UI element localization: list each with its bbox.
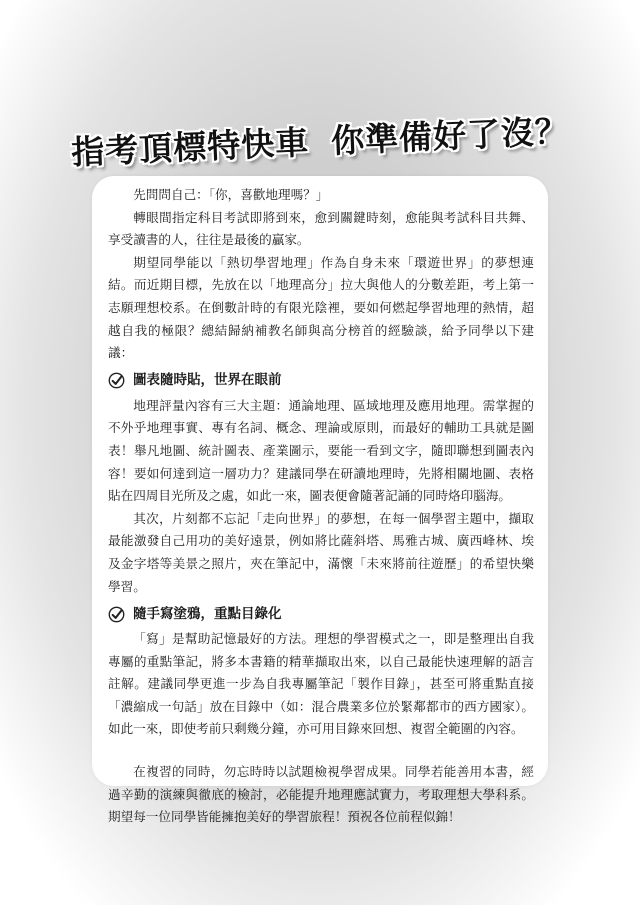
intro-paragraph-1: 轉眼間指定科目考試即將到來，愈到關鍵時刻，愈能與考試科目共舞、享受讀書的人，往往是最後的贏家。 [108,209,534,248]
section1-paragraph-1: 地理評量內容有三大主題：通論地理、區域地理及應用地理。需掌握的不外乎地理事實、專有名詞、概念、理論或原則，而最好的輔助工具就是圖表！舉凡地圖、統計圖表、產業圖示，要能一看到文字，隨即聯想到圖表內容！要如何達到這一層功力？建議同學在研讀地理時，先將相關地圖、表格貼在四周目光所及之處，如此一來，圖表便會隨著記誦的同時烙印腦海。 [108,397,534,504]
article-body [108,184,534,829]
section-heading-notes [108,602,534,626]
title-part-1: 指考頂標特快車 [70,122,310,172]
checkmark-circle-icon [108,606,125,623]
section2-paragraph-1: 「寫」是幫助記憶最好的方法。理想的學習模式之一，即是整理出自我專屬的重點筆記，將多本書籍的精華擷取出來，以自己最能快速理解的語言註解。建議同學更進一步為自我專屬筆記「製作目錄」，甚至可將重點直接「濃縮成一句話」放在目錄中（如：混合農業多位於緊鄰都市的西方國家）。如此一來，即使考前只剩幾分鐘，亦可用目錄來回想、複習全範圍的內容。 [108,631,534,737]
intro-paragraph-2: 期望同學能以「熱切學習地理」作為自身未來「環遊世界」的夢想連結。而近期目標，先放在以「地理高分」拉大與他人的分數差距，考上第一志願理想校系。在倒數計時的有限光陰裡，要如何燃起學習地理的熱情，超越自我的極限？總結歸納補教名師與高分榜首的經驗談，給予同學以下建議： [108,254,534,361]
checkmark-circle-icon [108,372,125,389]
section-heading-text: 圖表隨時貼，世界在眼前 [133,372,282,389]
title-part-2: 你準備好了沒？ [330,111,570,161]
closing-paragraph: 在複習的同時，勿忘時時以試題檢視學習成果。同學若能善用本書，經過辛勤的演練與徹底的檢討，必能提升地理應試實力，考取理想大學科系。期望每一位同學皆能擁抱美好的學習旅程！預祝各位前程似錦！ [108,764,534,825]
section1-paragraph-2: 其次，片刻都不忘記「走向世界」的夢想，在每一個學習主題中，擷取最能激發自己用功的美好遠景，例如將比薩斜塔、馬雅古城、廣西峰林、埃及金字塔等美景之照片，夾在筆記中，滿懷「未來將前往遊歷」的希望快樂學習。 [108,510,534,594]
section-heading-charts [108,369,534,393]
intro-question: 先問問自己：「你，喜歡地理嗎？」 [133,187,329,202]
section-heading-text: 隨手寫塗鴉，重點目錄化 [133,605,282,622]
paragraph-spacer [108,741,534,761]
